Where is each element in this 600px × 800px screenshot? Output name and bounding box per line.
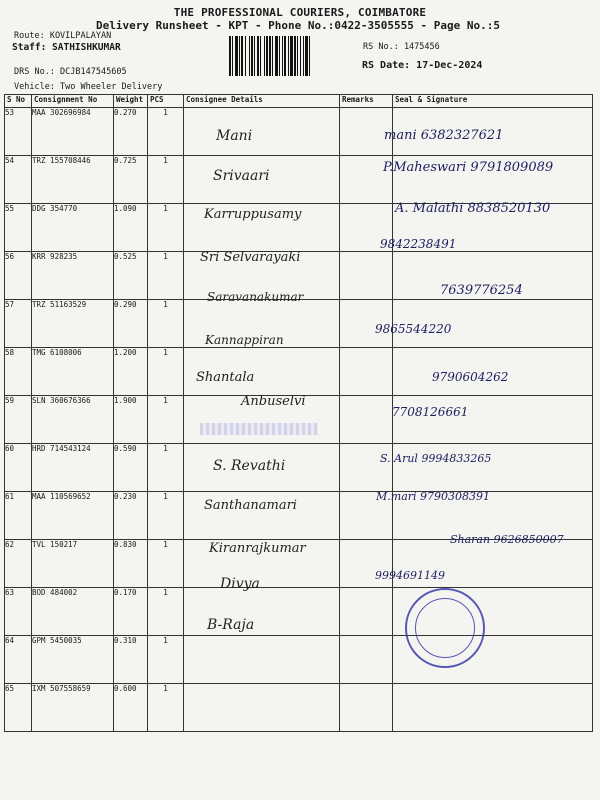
- row-consignment-no: SLN 360676366: [32, 396, 114, 444]
- row-consignee-cell: [184, 684, 340, 732]
- table-row: [5, 444, 593, 492]
- row-remarks-cell: [340, 636, 393, 684]
- row-pcs: 1: [148, 588, 184, 636]
- row-consignment-no: TRZ 51163529: [32, 300, 114, 348]
- runsheet-subtitle: Delivery Runsheet - KPT - Phone No.:0422-3505555 - Page No.:5: [96, 19, 500, 32]
- signature-entry: M.mari 9790308391: [376, 490, 491, 503]
- row-weight: 0.170: [114, 588, 148, 636]
- row-pcs: 1: [148, 636, 184, 684]
- row-sno: 54: [5, 156, 32, 204]
- runsheet-table: [4, 94, 593, 732]
- row-remarks-cell: [340, 444, 393, 492]
- barcode-icon: [229, 36, 349, 76]
- row-consignee-cell: [184, 636, 340, 684]
- signature-entry: P.Maheswari 9791809089: [383, 160, 554, 175]
- rs-date: RS Date: 17-Dec-2024: [362, 60, 483, 71]
- row-pcs: 1: [148, 684, 184, 732]
- row-pcs: 1: [148, 492, 184, 540]
- col-header-remarks: Remarks: [340, 95, 393, 108]
- consignee-name: Mani: [216, 128, 253, 144]
- row-weight: 0.830: [114, 540, 148, 588]
- row-consignment-no: TVL 150217: [32, 540, 114, 588]
- consignee-name: Sri Selvarayaki: [200, 250, 301, 265]
- consignee-name: Anbuselvi: [241, 394, 306, 409]
- row-remarks-cell: [340, 252, 393, 300]
- col-header-sno: S No: [5, 95, 32, 108]
- row-sno: 63: [5, 588, 32, 636]
- row-weight: 0.270: [114, 108, 148, 156]
- row-remarks-cell: [340, 588, 393, 636]
- row-signature-cell: [393, 396, 593, 444]
- row-consignment-no: DDG 354770: [32, 204, 114, 252]
- row-remarks-cell: [340, 396, 393, 444]
- signature-entry: Sharan 9626850007: [450, 533, 564, 546]
- row-consignment-no: MAA 302696984: [32, 108, 114, 156]
- signature-entry: 7708126661: [392, 405, 469, 419]
- table-row: [5, 684, 593, 732]
- courier-stamp: [405, 588, 485, 668]
- row-consignee-cell: [184, 108, 340, 156]
- row-consignment-no: KRR 928235: [32, 252, 114, 300]
- row-weight: 1.900: [114, 396, 148, 444]
- table-row: [5, 300, 593, 348]
- drs-number: DRS No.: DCJB147545605: [14, 67, 127, 77]
- row-weight: 0.310: [114, 636, 148, 684]
- row-weight: 0.230: [114, 492, 148, 540]
- signature-entry: A. Malathi 8838520130: [395, 201, 551, 216]
- row-weight: 0.590: [114, 444, 148, 492]
- signature-entry: 9994691149: [375, 569, 445, 582]
- redacted-mark: [200, 423, 318, 435]
- table-header-row: [5, 95, 593, 108]
- signature-entry: 7639776254: [440, 283, 523, 298]
- row-pcs: 1: [148, 108, 184, 156]
- row-sno: 55: [5, 204, 32, 252]
- consignee-name: B-Raja: [207, 617, 255, 633]
- row-sno: 62: [5, 540, 32, 588]
- signature-entry: 9790604262: [432, 370, 509, 384]
- consignee-name: Srivaari: [213, 168, 270, 184]
- col-header-signature: Seal & Signature: [393, 95, 593, 108]
- row-remarks-cell: [340, 684, 393, 732]
- col-header-consignee: Consignee Details: [184, 95, 340, 108]
- row-weight: 0.725: [114, 156, 148, 204]
- row-weight: 0.525: [114, 252, 148, 300]
- row-sno: 60: [5, 444, 32, 492]
- row-weight: 1.090: [114, 204, 148, 252]
- signature-entry: 9865544220: [375, 322, 452, 336]
- row-pcs: 1: [148, 252, 184, 300]
- signature-entry: mani 6382327621: [384, 128, 504, 143]
- table-row: [5, 636, 593, 684]
- table-row: [5, 588, 593, 636]
- consignee-name: Shantala: [196, 370, 255, 385]
- col-header-weight: Weight: [114, 95, 148, 108]
- col-header-pcs: PCS: [148, 95, 184, 108]
- vehicle-label: Vehicle: Two Wheeler Delivery: [14, 82, 163, 92]
- consignee-name: Kiranrajkumar: [209, 541, 306, 556]
- table-row: [5, 108, 593, 156]
- row-sno: 56: [5, 252, 32, 300]
- row-remarks-cell: [340, 348, 393, 396]
- row-weight: 0.600: [114, 684, 148, 732]
- route-label: Route: KOVILPALAYAN: [14, 31, 112, 41]
- row-pcs: 1: [148, 396, 184, 444]
- consignee-name: Santhanamari: [204, 498, 297, 513]
- row-sno: 61: [5, 492, 32, 540]
- row-pcs: 1: [148, 204, 184, 252]
- rs-number: RS No.: 1475456: [363, 42, 440, 52]
- col-header-consignment: Consignment No: [32, 95, 114, 108]
- row-sno: 64: [5, 636, 32, 684]
- row-signature-cell: [393, 444, 593, 492]
- consignee-name: Kannappiran: [205, 333, 284, 347]
- row-consignment-no: TRZ 155708446: [32, 156, 114, 204]
- row-pcs: 1: [148, 444, 184, 492]
- consignee-name: Saravanakumar: [207, 290, 304, 304]
- row-sno: 57: [5, 300, 32, 348]
- row-consignment-no: BOD 484002: [32, 588, 114, 636]
- row-pcs: 1: [148, 348, 184, 396]
- row-consignment-no: MAA 110569652: [32, 492, 114, 540]
- row-signature-cell: [393, 684, 593, 732]
- row-consignment-no: HRD 714543124: [32, 444, 114, 492]
- row-sno: 65: [5, 684, 32, 732]
- staff-label: Staff: SATHISHKUMAR: [12, 42, 121, 53]
- row-consignment-no: GPM 5450035: [32, 636, 114, 684]
- row-consignment-no: IXM 507558659: [32, 684, 114, 732]
- row-pcs: 1: [148, 156, 184, 204]
- consignee-name: Divya: [220, 576, 260, 592]
- signature-entry: S. Arul 9994833265: [380, 452, 492, 465]
- row-consignment-no: TMG 6108006: [32, 348, 114, 396]
- row-sno: 53: [5, 108, 32, 156]
- company-title: THE PROFESSIONAL COURIERS, COIMBATORE: [173, 6, 427, 19]
- consignee-name: Karruppusamy: [204, 207, 302, 222]
- row-pcs: 1: [148, 300, 184, 348]
- signature-entry: 9842238491: [380, 237, 457, 251]
- row-weight: 0.290: [114, 300, 148, 348]
- row-sno: 59: [5, 396, 32, 444]
- row-weight: 1.200: [114, 348, 148, 396]
- row-sno: 58: [5, 348, 32, 396]
- row-pcs: 1: [148, 540, 184, 588]
- consignee-name: S. Revathi: [213, 458, 286, 474]
